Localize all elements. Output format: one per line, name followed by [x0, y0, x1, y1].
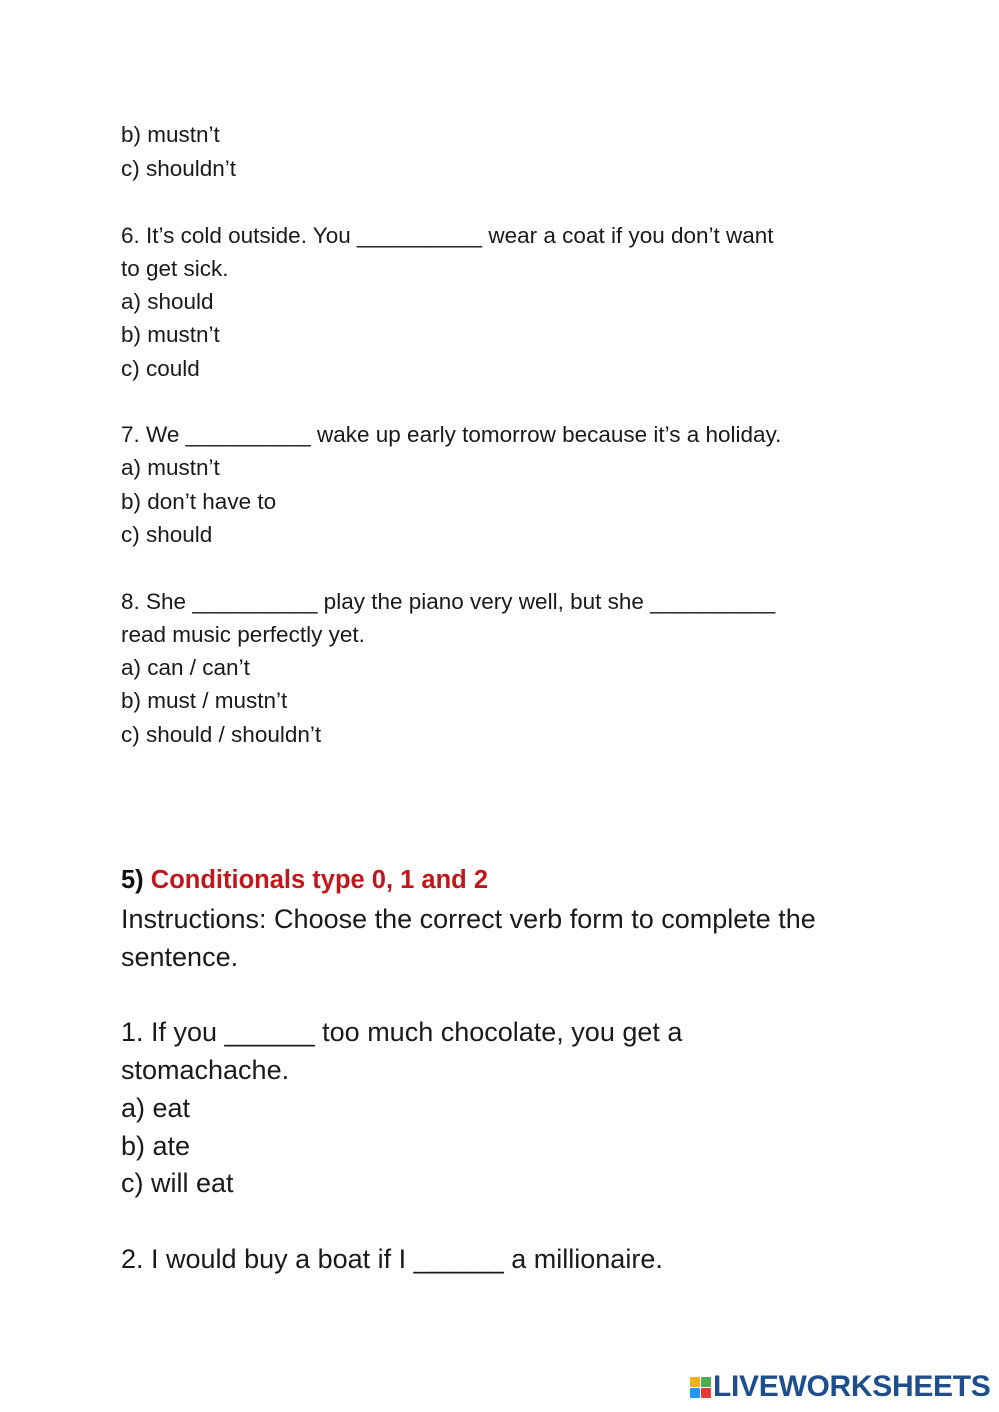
logo-tile-2	[701, 1377, 711, 1387]
prev-question-option-b[interactable]: b) mustn’t	[121, 122, 220, 147]
liveworksheets-logo	[690, 1372, 991, 1402]
logo-tile-1	[690, 1377, 700, 1387]
q7-option-c[interactable]: c) should	[121, 522, 213, 547]
s5-q1-option-a[interactable]: a) eat	[121, 1093, 191, 1123]
logo-tile-3	[690, 1388, 700, 1398]
q6-option-a[interactable]: a) should	[121, 289, 214, 314]
instructions-line1: Instructions: Choose the correct verb form to complete the	[121, 904, 816, 934]
q8-option-b[interactable]: b) must / mustn’t	[121, 688, 288, 713]
q7-option-a[interactable]: a) mustn’t	[121, 455, 220, 480]
section-number: 5)	[121, 866, 144, 894]
section-title: Conditionals type 0, 1 and 2	[150, 866, 489, 894]
q6-option-b[interactable]: b) mustn’t	[121, 322, 220, 347]
section-heading	[121, 866, 488, 895]
logo-tile-4	[701, 1388, 711, 1398]
q6-stem-line1: 6. It’s cold outside. You __________ wear a coat if you don’t want	[121, 223, 774, 248]
q8-stem-line2: read music perfectly yet.	[121, 622, 365, 647]
q6-option-c[interactable]: c) could	[121, 356, 200, 381]
q8-stem-line1: 8. She __________ play the piano very well, but she __________	[121, 589, 776, 614]
logo-tiles-icon	[690, 1377, 711, 1398]
logo-text: LIVEWORKSHEETS	[713, 1370, 991, 1403]
q8-option-c[interactable]: c) should / shouldn’t	[121, 722, 322, 747]
s5-q1-option-c[interactable]: c) will eat	[121, 1168, 234, 1198]
s5-q1-stem-line2: stomachache.	[121, 1055, 290, 1085]
s5-q1-stem-line1: 1. If you ______ too much chocolate, you get a	[121, 1017, 683, 1047]
s5-q1-option-b[interactable]: b) ate	[121, 1131, 191, 1161]
q6-stem-line2: to get sick.	[121, 256, 229, 281]
q7-option-b[interactable]: b) don’t have to	[121, 489, 277, 514]
q8-option-a[interactable]: a) can / can’t	[121, 655, 250, 680]
s5-q2-stem-line1: 2. I would buy a boat if I ______ a millionaire.	[121, 1244, 663, 1274]
prev-question-option-c[interactable]: c) shouldn’t	[121, 156, 237, 181]
instructions-line2: sentence.	[121, 942, 239, 972]
q7-stem-line1: 7. We __________ wake up early tomorrow because it’s a holiday.	[121, 422, 782, 447]
